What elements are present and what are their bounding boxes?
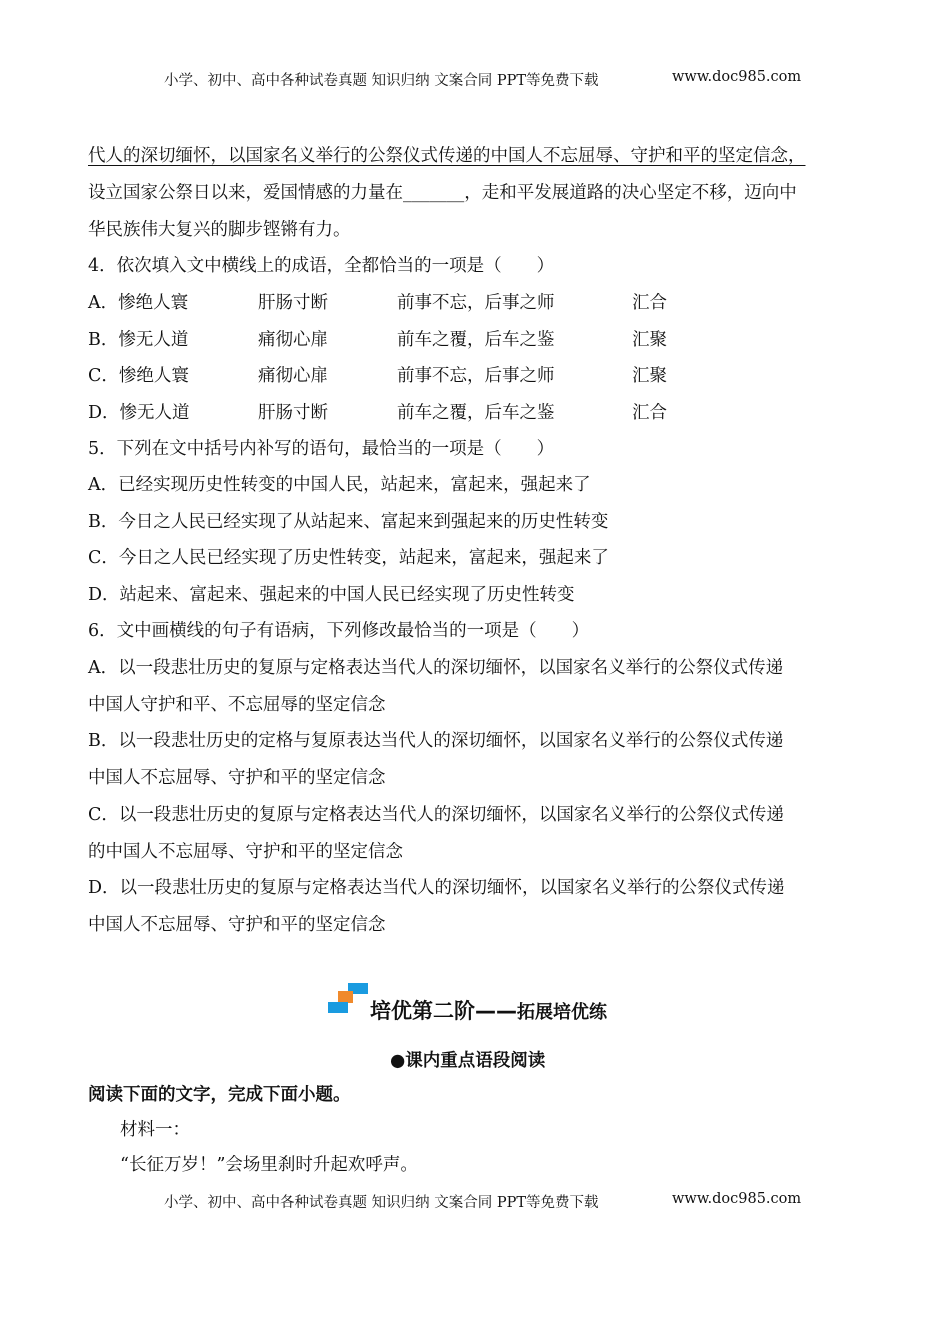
footer-url: www.doc985.com	[672, 1191, 802, 1207]
q6-option-b: B．以一段悲壮历史的定格与复原表达当代人的深切缅怀，以国家名义举行的公祭仪式传递	[88, 731, 784, 751]
q6-option-d-cont: 中国人不忘屈辱、守护和平的坚定信念	[88, 915, 386, 935]
q4-option-cell: 汇聚	[632, 366, 667, 386]
q4-option-cell: 前车之覆，后车之鉴	[397, 402, 555, 423]
q4-option-cell: 痛彻心扉	[258, 329, 328, 350]
q6-option-c: C．以一段悲壮历史的复原与定格表达当代人的深切缅怀，以国家名义举行的公祭仪式传递	[88, 805, 784, 825]
q4-option-cell: C．惨绝人寰	[88, 366, 189, 386]
q6-option-a: A．以一段悲壮历史的复原与定格表达当代人的深切缅怀，以国家名义举行的公祭仪式传递	[88, 658, 784, 678]
q5-option-b: B．今日之人民已经实现了从站起来、富起来到强起来的历史性转变	[88, 512, 609, 532]
q4-option-cell: A．惨绝人寰	[88, 293, 189, 313]
q5-option-c: C．今日之人民已经实现了历史性转变，站起来，富起来，强起来了	[88, 548, 609, 568]
q5-option-d: D．站起来、富起来、强起来的中国人民已经实现了历史性转变	[88, 585, 575, 605]
q4-option-cell: 汇合	[632, 293, 667, 313]
q6-option-c-cont: 的中国人不忘屈辱、守护和平的坚定信念	[88, 842, 403, 862]
section-subtitle: ●课内重点语段阅读	[390, 1051, 546, 1071]
q4-option-cell: 汇合	[632, 402, 667, 423]
footer-text: 小学、初中、高中各种试卷真题 知识归纳 文案合同 PPT等免费下载	[164, 1195, 599, 1211]
question-4-stem: 4．依次填入文中横线上的成语，全都恰当的一项是（ ）	[88, 256, 555, 276]
question-5-stem: 5．下列在文中括号内补写的语句，最恰当的一项是（ ）	[88, 439, 555, 459]
question-6-stem: 6．文中画横线的句子有语病，下列修改最恰当的一项是（ ）	[88, 621, 590, 641]
section-logo-icon	[328, 982, 370, 1016]
q5-option-a: A．已经实现历史性转变的中国人民，站起来，富起来，强起来了	[88, 475, 591, 495]
q6-option-d: D．以一段悲壮历史的复原与定格表达当代人的深切缅怀，以国家名义举行的公祭仪式传递	[88, 878, 785, 898]
q4-option-cell: 前事不忘，后事之师	[397, 293, 555, 313]
header-url: www.doc985.com	[672, 69, 802, 85]
q4-option-cell: 前事不忘，后事之师	[397, 366, 555, 386]
q4-option-cell: 痛彻心扉	[258, 366, 328, 386]
q6-option-a-cont: 中国人守护和平、不忘屈辱的坚定信念	[88, 695, 386, 715]
q4-option-cell: 前车之覆，后车之鉴	[397, 329, 555, 350]
passage-line: 设立国家公祭日以来，爱国情感的力量在_______，走和平发展道路的决心坚定不移，迈向中	[88, 183, 797, 203]
material-line: “长征万岁！”会场里刹时升起欢呼声。	[120, 1155, 418, 1175]
q4-option-cell: 肝肠寸断	[258, 402, 328, 423]
passage-line-underlined: 代人的深切缅怀，以国家名义举行的公祭仪式传递的中国人不忘屈辱、守护和平的坚定信念，	[88, 146, 806, 166]
q4-option-cell: 肝肠寸断	[258, 293, 328, 313]
q4-option-cell: 汇聚	[632, 329, 667, 350]
header-text: 小学、初中、高中各种试卷真题 知识归纳 文案合同 PPT等免费下载	[164, 73, 599, 89]
q6-option-b-cont: 中国人不忘屈辱、守护和平的坚定信念	[88, 768, 386, 788]
material-label: 材料一：	[120, 1120, 190, 1140]
reading-instruction: 阅读下面的文字，完成下面小题。	[88, 1085, 351, 1105]
q4-option-cell: B．惨无人道	[88, 329, 189, 350]
passage-line: 华民族伟大复兴的脚步铿锵有力。	[88, 220, 351, 240]
q4-option-cell: D．惨无人道	[88, 402, 190, 423]
section-title: 培优第二阶——拓展培优练	[370, 999, 607, 1023]
